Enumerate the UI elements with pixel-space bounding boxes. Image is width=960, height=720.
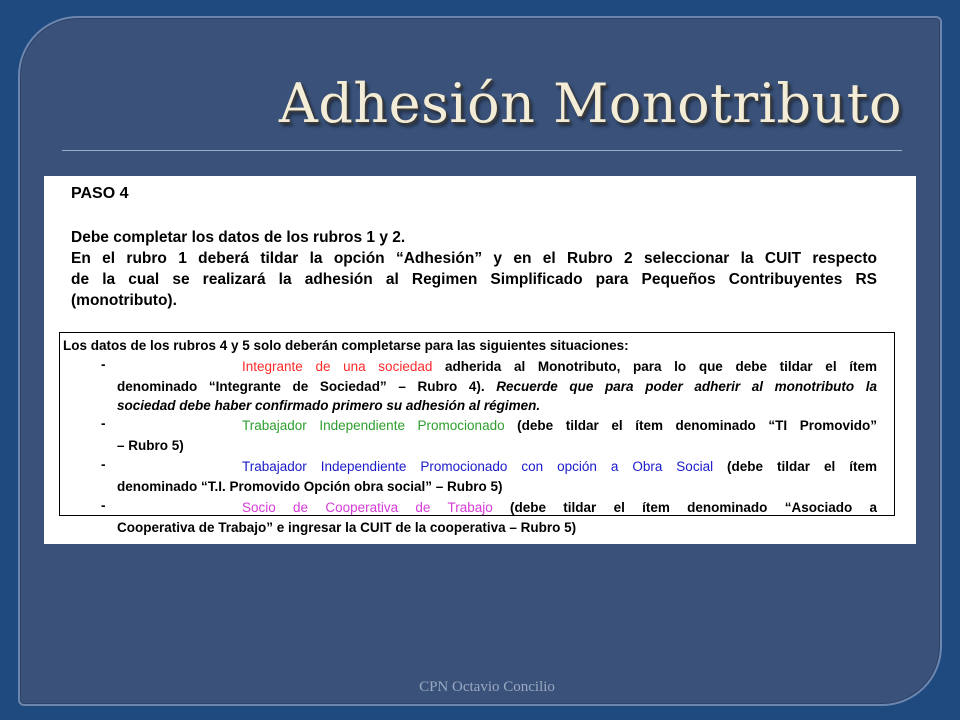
list-item-cooperativa [117,498,877,537]
item-highlight: Socio de Cooperativa de Trabajo [242,500,493,515]
list-item-trabajador [117,416,877,455]
intro-line: de la cual se realizará la adhesión al Regimen Simplificado para Pequeños Contribuyentes RS [71,271,877,288]
intro-line: En el rubro 1 deberá tildar la opción “Adhesión” y en el Rubro 2 seleccionar la CUIT respecto [71,250,877,267]
list-item-sociedad [117,357,877,416]
item-line: sociedad debe haber confirmado primero su adhesión al régimen. [117,398,541,413]
item-line: Trabajador Independiente Promocionado (debe tildar el ítem denominado “TI Promovido” [242,418,877,433]
list-dash: - [101,498,106,513]
item-line: Integrante de una sociedad adherida al Monotributo, para lo que debe tildar el ítem [242,359,877,374]
title-divider [62,150,902,151]
intro-paragraph [71,227,877,311]
intro-line: Debe completar los datos de los rubros 1 y 2. [71,229,406,246]
box-header: Los datos de los rubros 4 y 5 solo deberán completarse para las siguientes situaciones: [63,338,629,353]
list-dash: - [101,416,106,431]
step-title: PASO 4 [71,185,129,202]
item-highlight: Integrante de una sociedad [242,359,433,374]
item-highlight: Trabajador Independiente Promocionado [242,418,505,433]
slide-footer: CPN Octavio Concilio [419,679,555,695]
list-item-obra-social [117,457,877,496]
item-line: Cooperativa de Trabajo” e ingresar la CUIT de la cooperativa – Rubro 5) [117,519,577,535]
item-line: Socio de Cooperativa de Trabajo (debe tildar el ítem denominado “Asociado a [242,500,877,515]
list-dash: - [101,357,106,372]
intro-line: (monotributo). [71,292,177,309]
item-line: – Rubro 5) [117,437,184,453]
slide-title: Adhesión Monotributo [278,72,902,135]
item-highlight: Trabajador Independiente Promocionado con opción a Obra Social [242,459,714,474]
item-line: Trabajador Independiente Promocionado con opción a Obra Social (debe tildar el ítem [242,459,877,474]
document-image [44,176,916,544]
list-dash: - [101,457,106,472]
item-line: denominado “T.I. Promovido Opción obra social” – Rubro 5) [117,478,503,494]
item-line: denominado “Integrante de Sociedad” – Rubro 4). Recuerde que para poder adherir al monotributo la [117,378,878,394]
